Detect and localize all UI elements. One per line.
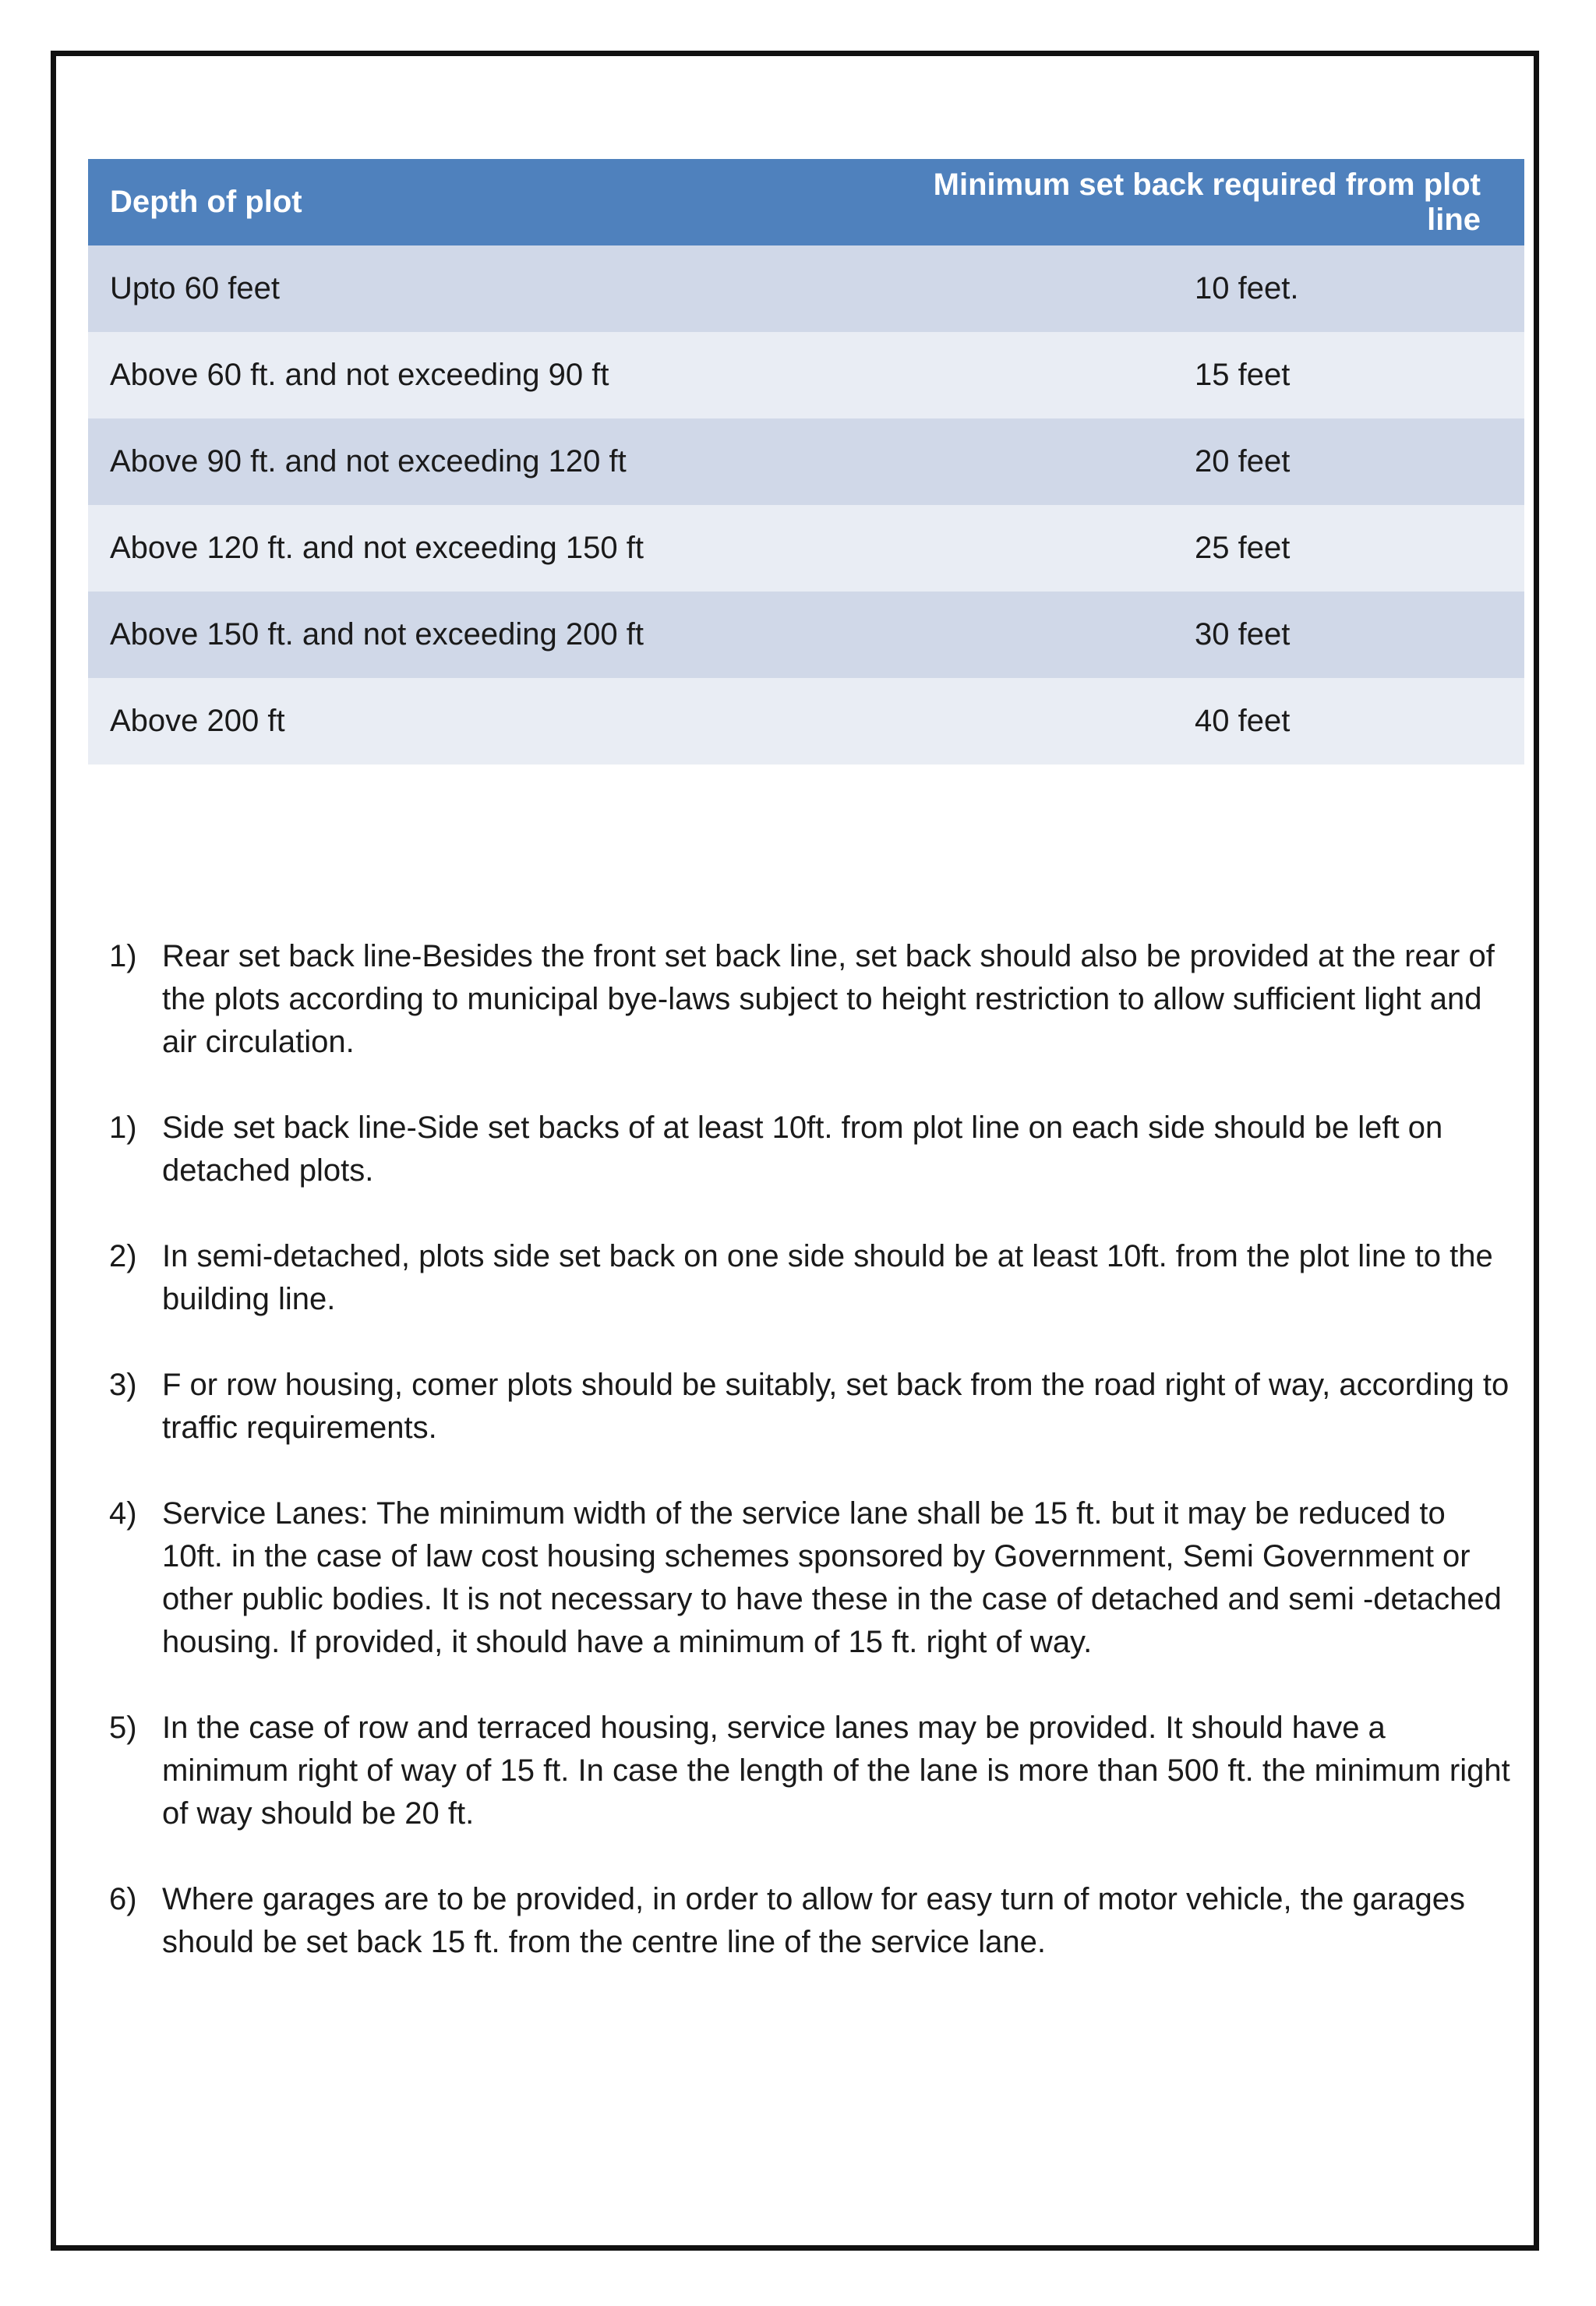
table-row xyxy=(88,245,1524,332)
setback-cell: 10 feet. xyxy=(867,245,1524,332)
list-item-text: F or row housing, comer plots should be suitably, set back from the road right of way, according to traffic requirements. xyxy=(162,1368,1509,1445)
setback-notes-list xyxy=(109,935,1512,2007)
list-item-text: Side set back line-Side set backs of at least 10ft. from plot line on each side should be left on detached plots. xyxy=(162,1111,1443,1188)
setback-cell: 20 feet xyxy=(867,418,1524,505)
header-minimum-setback: Minimum set back required from plot line xyxy=(867,159,1524,245)
setback-cell: 40 feet xyxy=(867,678,1524,765)
list-item-number: 2) xyxy=(109,1239,137,1273)
depth-cell: Above 60 ft. and not exceeding 90 ft xyxy=(88,332,867,418)
list-item xyxy=(109,1707,1512,1835)
depth-cell: Above 90 ft. and not exceeding 120 ft xyxy=(88,418,867,505)
list-item xyxy=(109,1364,1512,1450)
header-depth-of-plot: Depth of plot xyxy=(88,159,867,245)
list-item-number: 4) xyxy=(109,1496,137,1531)
list-item-number: 1) xyxy=(109,939,137,973)
list-item-number: 1) xyxy=(109,1111,137,1145)
table-row xyxy=(88,332,1524,418)
table-row xyxy=(88,418,1524,505)
depth-cell: Above 150 ft. and not exceeding 200 ft xyxy=(88,592,867,678)
list-item-text: Service Lanes: The minimum width of the service lane shall be 15 ft. but it may be reduced to 10ft. in the case of law cost housing schemes sponsored by Government, Semi Government or other public bodies. It is not necessary to have these in the case of detached and semi -detached housing. If provided, it should have a minimum of 15 ft. right of way. xyxy=(162,1496,1502,1659)
list-item-number: 5) xyxy=(109,1711,137,1745)
list-item-text: In the case of row and terraced housing, service lanes may be provided. It should have a minimum right of way of 15 ft. In case the length of the lane is more than 500 ft. the minimum right of way should be 20 ft. xyxy=(162,1711,1510,1831)
list-item xyxy=(109,1878,1512,1964)
list-item xyxy=(109,1235,1512,1321)
list-item xyxy=(109,935,1512,1064)
setback-table xyxy=(88,159,1524,765)
list-item-number: 3) xyxy=(109,1368,137,1402)
list-item xyxy=(109,1107,1512,1192)
table-row xyxy=(88,592,1524,678)
list-item xyxy=(109,1492,1512,1664)
list-item-text: Rear set back line-Besides the front set back line, set back should also be provided at the rear of the plots according to municipal bye-laws subject to height restriction to allow sufficient light and air circulation. xyxy=(162,939,1495,1059)
list-item-text: Where garages are to be provided, in order to allow for easy turn of motor vehicle, the garages should be set back 15 ft. from the centre line of the service lane. xyxy=(162,1882,1466,1959)
list-item-number: 6) xyxy=(109,1882,137,1916)
depth-cell: Upto 60 feet xyxy=(88,245,867,332)
depth-cell: Above 200 ft xyxy=(88,678,867,765)
list-item-text: In semi-detached, plots side set back on one side should be at least 10ft. from the plot line to the building line. xyxy=(162,1239,1493,1316)
setback-cell: 30 feet xyxy=(867,592,1524,678)
table-row xyxy=(88,678,1524,765)
setback-cell: 25 feet xyxy=(867,505,1524,592)
setback-cell: 15 feet xyxy=(867,332,1524,418)
table-header-row xyxy=(88,159,1524,245)
depth-cell: Above 120 ft. and not exceeding 150 ft xyxy=(88,505,867,592)
table-row xyxy=(88,505,1524,592)
